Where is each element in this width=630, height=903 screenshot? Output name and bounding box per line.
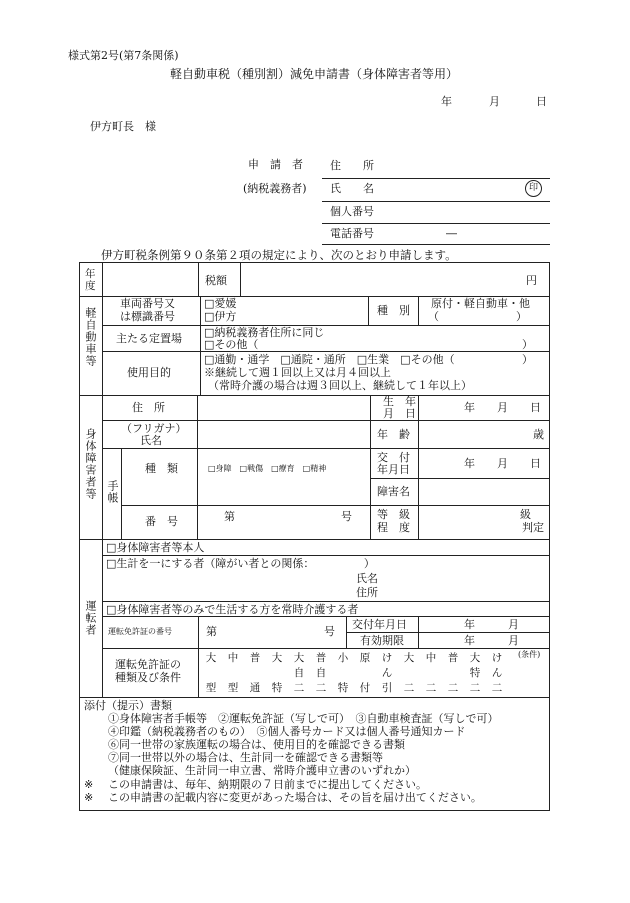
birth-label-2: 月 日 (383, 407, 416, 420)
driver-name-label: 氏名 (356, 572, 378, 585)
handbook-number-go: 号 (341, 510, 352, 523)
storage-option-same[interactable]: □納税義務者住所に同じ (204, 326, 325, 339)
driver-section-label: 運転者 (84, 600, 97, 636)
license-type-item[interactable]: 大 特 (271, 652, 283, 694)
storage-location-label: 主たる定置場 (116, 332, 182, 345)
applicant-address-label: 住 所 (330, 159, 374, 172)
applicant-name-label: 氏 名 (330, 182, 374, 195)
license-number-dai: 第 (206, 625, 217, 638)
phone-label: 電話番号 (330, 227, 374, 240)
storage-option-other[interactable]: □その他（ (204, 338, 259, 351)
license-issue-label: 交付年月日 (352, 618, 407, 631)
date-month-label: 月 (489, 95, 500, 108)
birth-date-value: 年 月 日 (464, 401, 541, 414)
driver-option-household[interactable]: □生計を一にする者（障がい者との関係： ） (106, 557, 375, 570)
license-type-item[interactable]: 大 自 二 (293, 652, 305, 694)
age-label: 年 齢 (377, 428, 410, 441)
applicant-role-sub: (納税義務者) (243, 182, 307, 195)
attachment-line-2: ④印鑑（納税義務者のもの） ⑤個人番号カード又は個人番号通知カード (108, 725, 466, 738)
license-type-item[interactable]: 大 二 (403, 652, 415, 694)
vehicle-type-other[interactable]: （ ） (428, 310, 527, 323)
disabled-address-label: 住 所 (132, 401, 165, 414)
birth-label-1: 生 年 (383, 395, 416, 408)
license-expiry-value: 年 月 (464, 634, 519, 647)
purpose-note-2: （常時介護の場合は週３回以上、継続して１年以上） (208, 379, 472, 392)
purpose-label: 使用目的 (127, 366, 171, 379)
driver-option-self[interactable]: □身体障害者等本人 (106, 541, 205, 554)
attachment-line-1: ①身体障害者手帳等 ②運転免許証（写しで可） ③自動車検査証（写しで可） (108, 712, 499, 725)
disabled-name-label: 氏名 (140, 434, 162, 447)
statement: 伊方町税条例第９０条第２項の規定により、次のとおり申請します。 (101, 248, 457, 262)
driver-option-caregiver[interactable]: □身体障害者等のみで生活する方を常時介護する者 (106, 603, 359, 616)
date-year-label: 年 (441, 95, 452, 108)
addressee: 伊方町長 様 (90, 120, 156, 133)
license-type-label-2: 種類及び条件 (115, 671, 181, 684)
age-unit: 歳 (533, 428, 544, 441)
disability-name-label: 障害名 (377, 485, 410, 498)
license-type-item[interactable]: 普 自 二 (315, 652, 327, 694)
plate-option-ehime[interactable]: □愛媛 (204, 297, 237, 310)
issue-label-2: 年月日 (377, 463, 410, 476)
handbook-label: 手帳 (106, 480, 119, 504)
license-type-item[interactable]: 中 型 (227, 652, 239, 694)
handbook-kind-options[interactable]: □身障 □戦傷 □療育 □精神 (208, 464, 327, 473)
note-mark-2: ※ (84, 791, 94, 804)
purpose-options[interactable]: □通勤・通学 □通院・通所 □生業 □その他（ (204, 353, 455, 366)
note-2: この申請書の記載内容に変更があった場合は、その旨を届け出てください。 (108, 791, 482, 804)
tax-amount-label: 税額 (205, 274, 227, 287)
attachment-line-5: （健康保険証、生計同一申立書、常時介護申立書のいずれか） (108, 764, 416, 777)
form-number: 様式第2号(第7条関係) (68, 49, 179, 62)
purpose-note-1: ※継続して週１回以上又は月４回以上 (204, 366, 391, 379)
license-type-item[interactable]: 大 特 二 (469, 652, 481, 694)
license-type-item[interactable]: 原 付 (359, 652, 371, 694)
seal-mark: 印 (525, 180, 542, 197)
phone-dash: ― (446, 227, 457, 240)
handbook-number-dai: 第 (224, 510, 235, 523)
license-number-label: 運転免許証の番号 (108, 627, 172, 636)
license-type-item[interactable]: 普 通 (249, 652, 261, 694)
license-type-label-1: 運転免許証の (115, 658, 181, 671)
purpose-other-close: ） (522, 353, 533, 366)
tax-year-label: 年度 (85, 268, 96, 292)
note-mark-1: ※ (84, 778, 94, 791)
plate-option-ikata[interactable]: □伊方 (204, 310, 237, 323)
issue-label-1: 交 付 (377, 451, 410, 464)
disabled-section-label: 身体障害者等 (84, 428, 97, 500)
handbook-number-label: 番 号 (145, 515, 178, 528)
license-type-item[interactable]: 小 特 (337, 652, 349, 694)
tax-yen-unit: 円 (526, 274, 537, 287)
license-expiry-label: 有効期限 (360, 634, 404, 647)
handbook-kind-label: 種 類 (145, 462, 178, 475)
grade-label-1: 等 級 (377, 508, 410, 521)
license-type-item[interactable]: 大 型 (205, 652, 217, 694)
storage-other-close: ） (522, 338, 533, 351)
license-number-go: 号 (324, 625, 335, 638)
page-title: 軽自動車税（種別割）減免申請書（身体障害者等用） (170, 67, 459, 81)
grade-label-2: 程 度 (377, 521, 410, 534)
license-type-item[interactable]: 中 二 (425, 652, 437, 694)
license-conditions-label: (条件) (518, 650, 541, 659)
issue-date-value: 年 月 日 (464, 457, 541, 470)
vehicle-type-options[interactable]: 原付・軽自動車・他 (431, 297, 530, 310)
plate-label-1: 車両番号又 (120, 297, 175, 310)
vehicle-section-label: 軽自動車等 (84, 307, 97, 367)
applicant-role-label: 申 請 者 (248, 158, 303, 171)
note-1: この申請書は、毎年、納期限の７日前までに提出してください。 (108, 778, 427, 791)
license-type-item[interactable]: け ん 二 (491, 652, 503, 694)
attachment-line-4: ⑦同一世帯以外の場合は、生計同一を確認できる書類等 (108, 751, 383, 764)
furigana-label: （フリガナ） (121, 422, 187, 435)
license-type-item[interactable]: け ん 引 (381, 652, 393, 694)
date-day-label: 日 (536, 95, 547, 108)
personal-number-label: 個人番号 (330, 205, 374, 218)
grade-judge: 判定 (522, 521, 544, 534)
attachment-line-3: ⑥同一世帯の家族運転の場合は、使用目的を確認できる書類 (108, 738, 405, 751)
plate-label-2: は標識番号 (120, 310, 175, 323)
grade-unit: 級 (520, 508, 531, 521)
license-issue-value: 年 月 (464, 618, 519, 631)
driver-address-label: 住所 (356, 586, 378, 599)
attachments-heading: 添付（提示）書類 (84, 699, 172, 712)
vehicle-type-label: 種 別 (377, 304, 410, 317)
license-type-item[interactable]: 普 二 (447, 652, 459, 694)
